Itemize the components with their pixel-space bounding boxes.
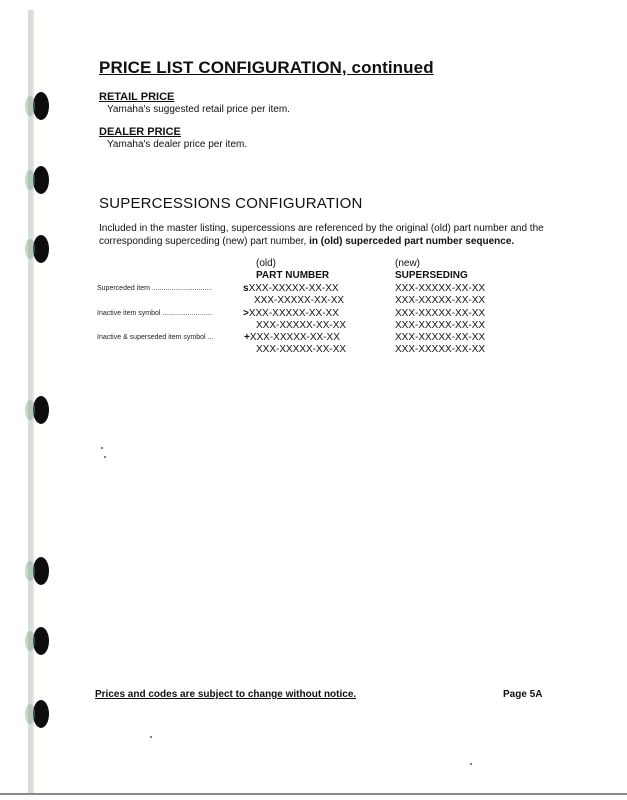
punch-hole xyxy=(33,627,49,655)
old-part-number: XXX-XXXXX-XX-XX xyxy=(256,344,347,355)
punch-hole xyxy=(33,166,49,194)
old-part-number: XXX-XXXXX-XX-XX xyxy=(254,295,345,306)
scan-speck xyxy=(104,456,106,458)
row-label-inactive: Inactive item symbol .......................... xyxy=(97,310,213,317)
old-part-number xyxy=(243,283,339,294)
new-part-number: XXX-XXXXX-XX-XX xyxy=(395,320,486,331)
old-column-heading: PART NUMBER xyxy=(256,270,330,281)
new-part-number: XXX-XXXXX-XX-XX xyxy=(395,283,486,294)
new-part-number: XXX-XXXXX-XX-XX xyxy=(395,344,486,355)
row-label-inactive-superseded: Inactive & superseded item symbol ... xyxy=(97,334,214,341)
page-number: Page 5A xyxy=(503,689,543,700)
page-bottom-edge xyxy=(0,793,627,795)
inactive-superseded-symbol: + xyxy=(244,332,250,343)
part-number-value: XXX-XXXXX-XX-XX xyxy=(248,308,339,319)
old-part-number xyxy=(244,332,340,343)
old-part-number xyxy=(243,308,339,319)
retail-price-term: RETAIL PRICE xyxy=(99,91,175,103)
footer-notice: Prices and codes are subject to change without notice. xyxy=(95,689,357,700)
punch-hole xyxy=(33,396,49,424)
punch-hole xyxy=(33,700,49,728)
section-heading: SUPERCESSIONS CONFIGURATION xyxy=(99,195,363,212)
intro-emphasis: in (old) superceded part number sequence. xyxy=(309,235,515,247)
row-label-superceded: Superceded item ............................... xyxy=(97,285,213,292)
part-number-value: XXX-XXXXX-XX-XX xyxy=(249,332,340,343)
new-part-number: XXX-XXXXX-XX-XX xyxy=(395,308,486,319)
scan-speck xyxy=(101,447,103,449)
new-column-subheading: (new) xyxy=(395,258,421,269)
dealer-price-term: DEALER PRICE xyxy=(99,126,181,138)
old-part-number: XXX-XXXXX-XX-XX xyxy=(256,320,347,331)
supercession-symbol: s xyxy=(243,283,249,294)
scan-speck xyxy=(150,736,152,738)
new-part-number: XXX-XXXXX-XX-XX xyxy=(395,332,486,343)
punch-hole xyxy=(33,92,49,120)
new-part-number: XXX-XXXXX-XX-XX xyxy=(395,295,486,306)
supercessions-intro xyxy=(99,223,569,248)
part-number-value: XXX-XXXXX-XX-XX xyxy=(248,283,339,294)
dealer-price-description: Yamaha's dealer price per item. xyxy=(107,139,248,150)
new-column-heading: SUPERSEDING xyxy=(395,270,468,281)
intro-text: Included in the master listing, supercessions are referenced by the original (old) part number and the corresponding superceding (new) part number, xyxy=(99,223,544,247)
old-column-subheading: (old) xyxy=(256,258,277,269)
punch-hole xyxy=(33,235,49,263)
retail-price-description: Yamaha's suggested retail price per item. xyxy=(107,104,290,115)
scan-speck xyxy=(470,763,472,765)
inactive-symbol: > xyxy=(243,308,249,319)
page-title: PRICE LIST CONFIGURATION, continued xyxy=(99,58,434,77)
punch-hole xyxy=(33,557,49,585)
